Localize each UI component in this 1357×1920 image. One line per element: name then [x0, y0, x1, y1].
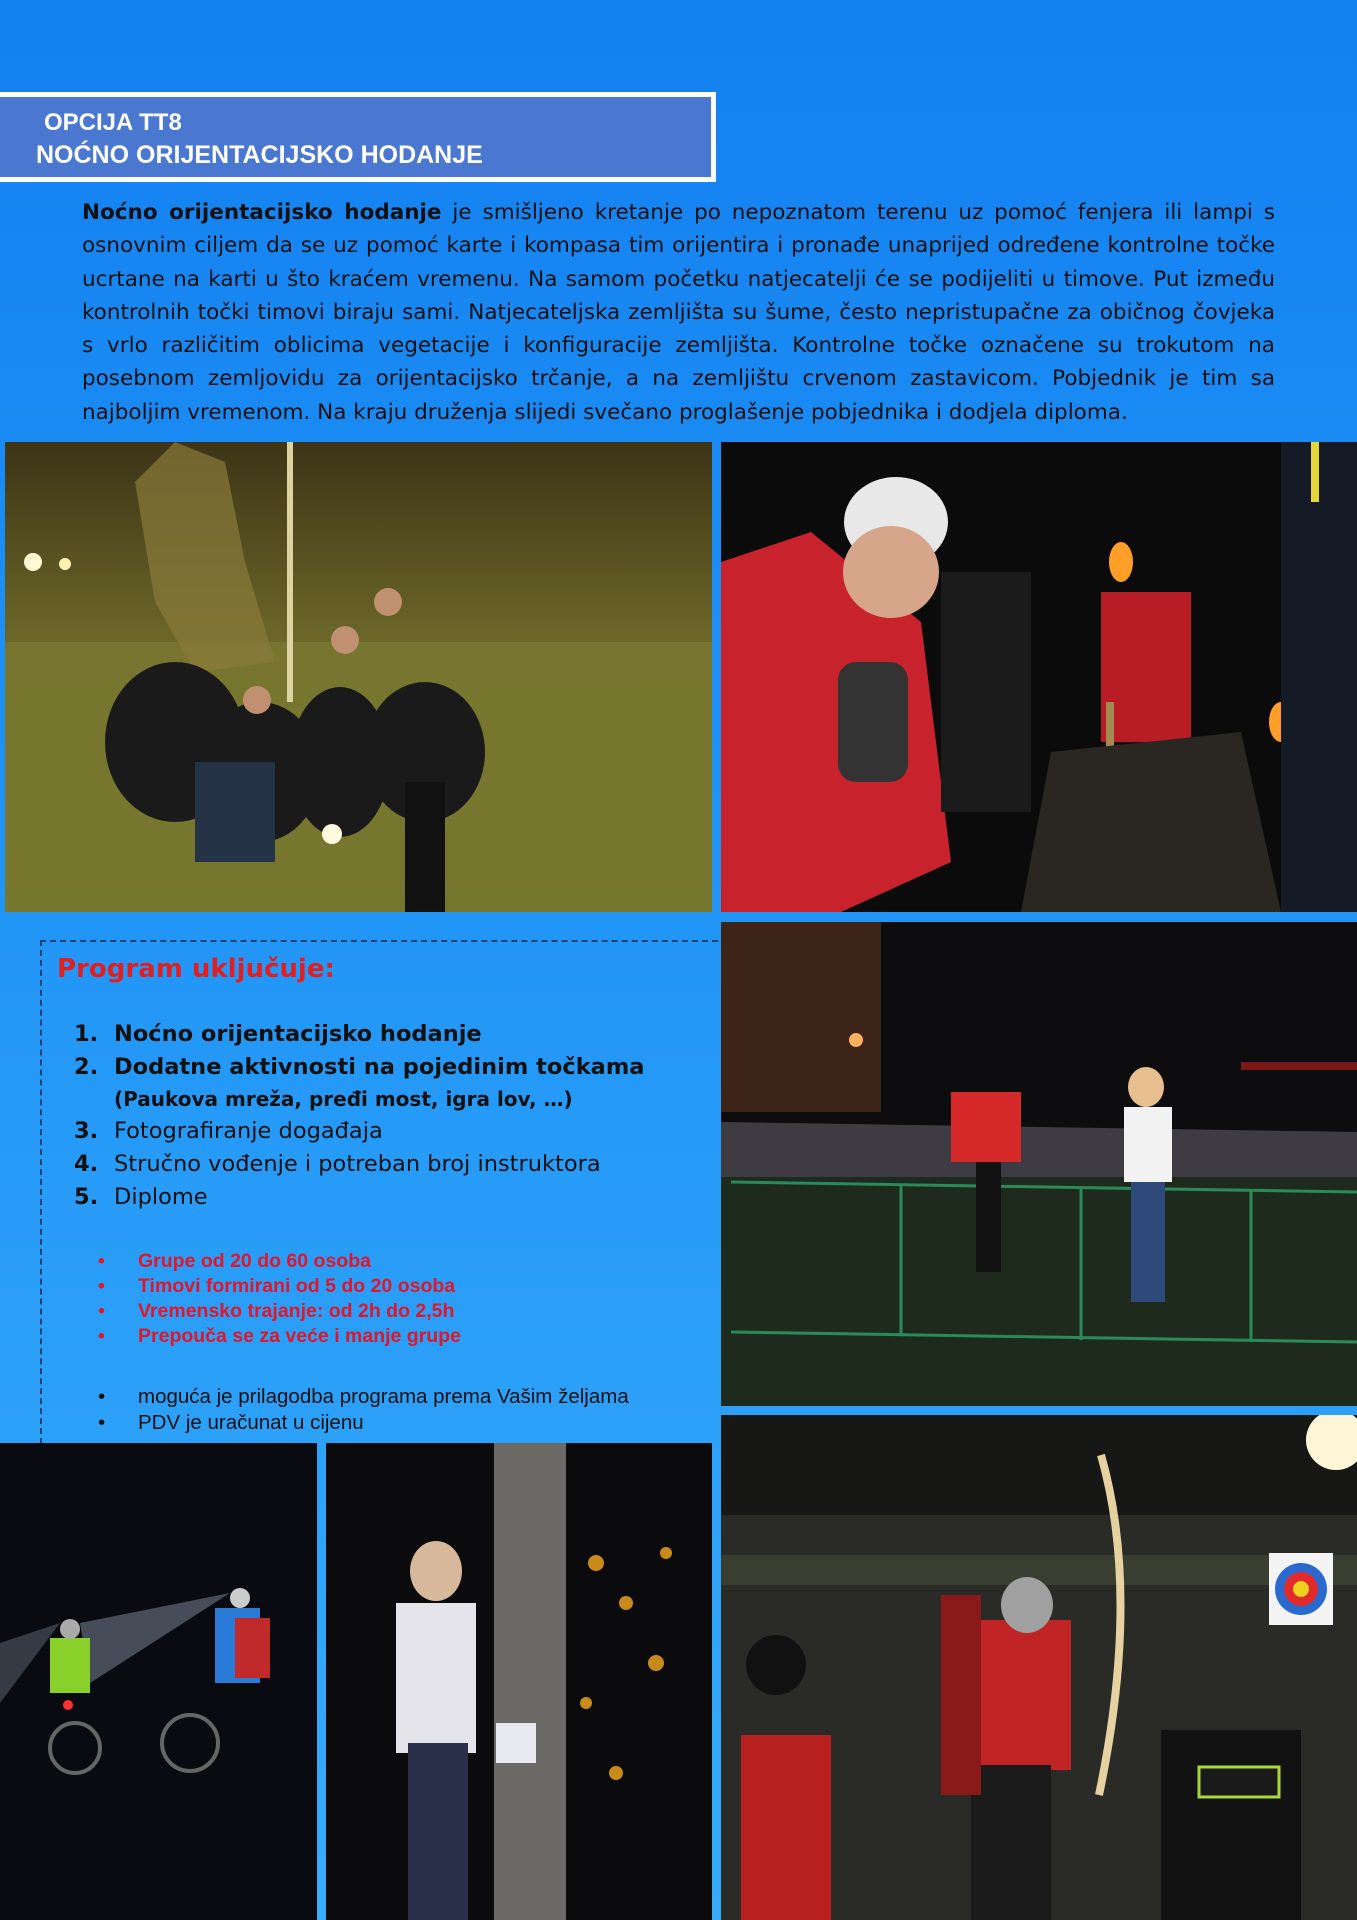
program-item: 4. Stručno vođenje i potreban broj instruktora	[74, 1151, 601, 1177]
photo-tree-checkpoint	[326, 1443, 712, 1920]
photo-fence-climb	[721, 922, 1357, 1406]
program-item-sub: (Paukova mreža, pređi most, igra lov, …)	[114, 1087, 573, 1111]
program-item: 1. Noćno orijentacijsko hodanje	[74, 1021, 482, 1047]
option-label: OPCIJA TT8	[44, 109, 182, 136]
program-title: Program uključuje:	[57, 954, 335, 984]
program-list	[70, 1018, 644, 1214]
photo-group-selfie	[5, 442, 712, 912]
program-item: 3. Fotografiranje događaja	[74, 1118, 383, 1144]
photo-torches	[721, 442, 1357, 912]
notes-list	[96, 1384, 629, 1436]
page-title: NOĆNO ORIJENTACIJSKO HODANJE	[36, 141, 483, 169]
title-box	[0, 92, 716, 182]
intro-lead: Noćno orijentacijsko hodanje	[82, 200, 442, 225]
list-item: • moguća je prilagodba programa prema Vašim željama	[96, 1384, 629, 1410]
list-item: • Grupe od 20 do 60 osoba	[96, 1249, 461, 1274]
intro-text: je smišljeno kretanje po nepoznatom terenu uz pomoć fenjera ili lampi s osnovnim ciljem da se uz pomoć karte i kompasa tim orijentira i pronađe unaprijed određene kontrolne točke ucrtane na karti u što kraćem vremenu. Na samom početku natjecatelji će se podijeliti u timove. Put između kontrolnih točki timovi biraju sami. Natjecateljska zemljišta su šume, često nepristupačne za običnog čovjeka s vrlo različitim oblicima vegetacije i konfiguracije zemljišta. Kontrolne točke označene su trokutom na posebnom zemljovidu za orijentacijsko trčanje, a na zemljištu crvenom zastavicom. Pobjednik je tim sa najboljim vremenom. Na kraju druženja slijedi svečano proglašenje pobjednika i dodjela diploma.	[82, 200, 1275, 425]
photo-archery	[721, 1415, 1357, 1920]
program-item: 2. Dodatne aktivnosti na pojedinim točkama	[74, 1054, 645, 1080]
group-info-list	[96, 1249, 461, 1349]
list-item: • Vremensko trajanje: od 2h do 2,5h	[96, 1299, 461, 1324]
list-item: • Timovi formirani od 5 do 20 osoba	[96, 1274, 461, 1299]
list-item: • Prepouča se za veće i manje grupe	[96, 1324, 461, 1349]
intro-paragraph	[82, 196, 1275, 429]
list-item: • PDV je uračunat u cijenu	[96, 1410, 629, 1436]
photo-cyclists	[0, 1443, 317, 1920]
program-item: 5. Diplome	[74, 1184, 208, 1210]
